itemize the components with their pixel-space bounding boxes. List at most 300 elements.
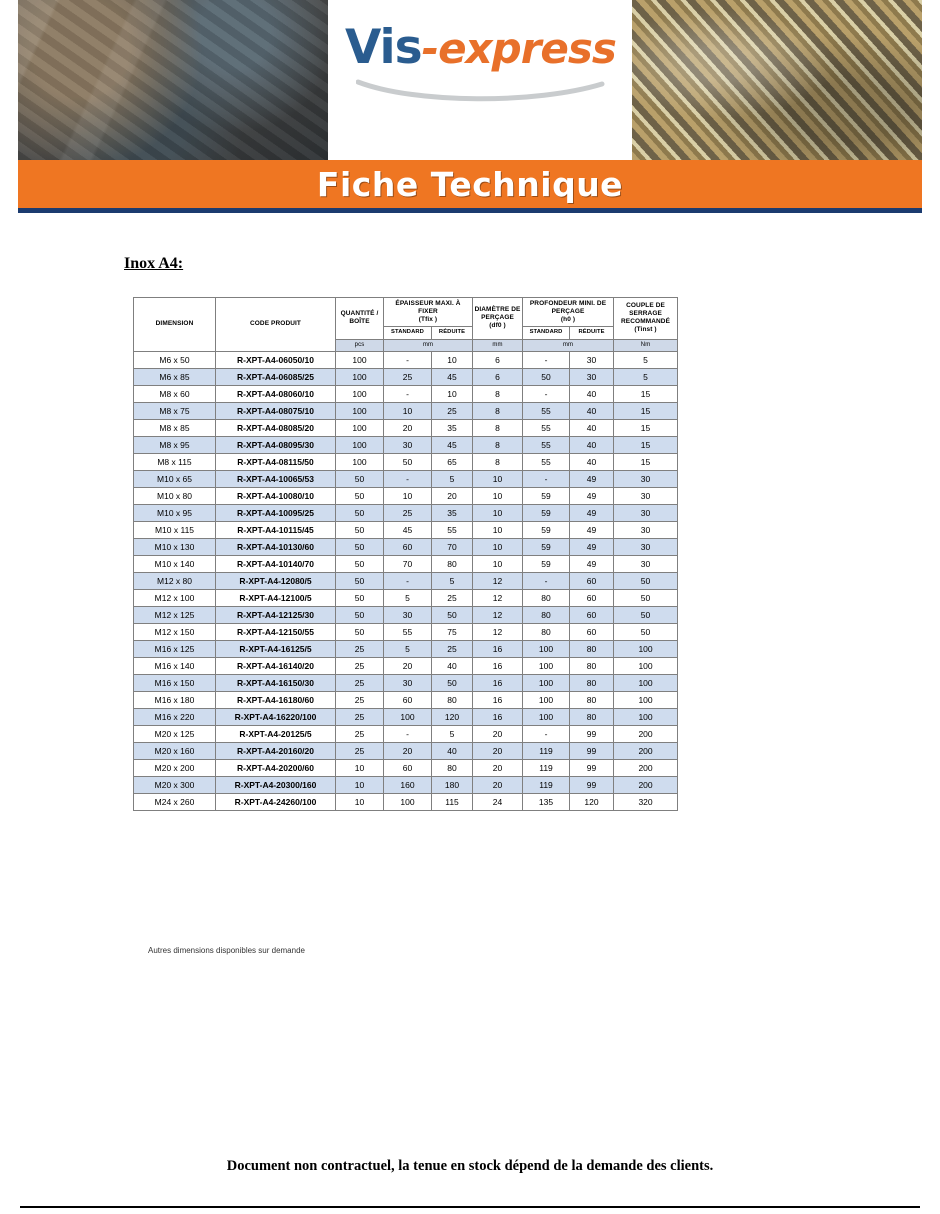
cell-quantite: 25 xyxy=(336,743,384,760)
cell-quantite: 10 xyxy=(336,760,384,777)
cell-diametre-percage: 10 xyxy=(473,522,523,539)
cell-diametre-percage: 8 xyxy=(473,386,523,403)
cell-epaisseur-standard: - xyxy=(384,573,432,590)
cell-quantite: 25 xyxy=(336,658,384,675)
cell-epaisseur-reduite: 40 xyxy=(432,658,473,675)
cell-epaisseur-standard: 20 xyxy=(384,743,432,760)
cell-diametre-percage: 16 xyxy=(473,675,523,692)
logo-swoosh-icon xyxy=(356,78,606,104)
cell-diametre-percage: 12 xyxy=(473,607,523,624)
cell-couple-serrage: 200 xyxy=(614,726,678,743)
cell-epaisseur-reduite: 40 xyxy=(432,743,473,760)
col-header-diametre-percage xyxy=(473,298,523,340)
col-header-dimension: DIMENSION xyxy=(134,298,216,352)
cell-quantite: 25 xyxy=(336,641,384,658)
table-row xyxy=(134,624,678,641)
cell-diametre-percage: 8 xyxy=(473,437,523,454)
cell-epaisseur-reduite: 50 xyxy=(432,607,473,624)
cell-couple-serrage: 50 xyxy=(614,607,678,624)
cell-dimension: M16 x 220 xyxy=(134,709,216,726)
cell-quantite: 100 xyxy=(336,352,384,369)
cell-diametre-percage: 8 xyxy=(473,403,523,420)
cell-profondeur-reduite: 49 xyxy=(570,522,614,539)
page-title: Fiche Technique xyxy=(316,164,624,204)
cell-quantite: 50 xyxy=(336,488,384,505)
brand-name-main: Vis xyxy=(345,20,422,75)
cell-couple-serrage: 100 xyxy=(614,675,678,692)
table-row xyxy=(134,420,678,437)
cell-diametre-percage: 10 xyxy=(473,505,523,522)
cell-code-produit: R-XPT-A4-12125/30 xyxy=(216,607,336,624)
col-header-epaisseur-label: ÉPAISSEUR MAXI. À FIXER xyxy=(395,300,461,316)
cell-profondeur-standard: 55 xyxy=(523,420,570,437)
cell-profondeur-reduite: 40 xyxy=(570,437,614,454)
cell-epaisseur-standard: 100 xyxy=(384,794,432,811)
cell-epaisseur-standard: 30 xyxy=(384,675,432,692)
workshop-photo xyxy=(18,0,328,160)
cell-couple-serrage: 100 xyxy=(614,658,678,675)
cell-couple-serrage: 30 xyxy=(614,471,678,488)
cell-profondeur-reduite: 120 xyxy=(570,794,614,811)
cell-profondeur-standard: 100 xyxy=(523,709,570,726)
cell-code-produit: R-XPT-A4-12100/5 xyxy=(216,590,336,607)
table-row xyxy=(134,709,678,726)
cell-epaisseur-standard: - xyxy=(384,726,432,743)
cell-code-produit: R-XPT-A4-10130/60 xyxy=(216,539,336,556)
cell-quantite: 50 xyxy=(336,607,384,624)
cell-quantite: 10 xyxy=(336,794,384,811)
cell-profondeur-reduite: 60 xyxy=(570,573,614,590)
cell-profondeur-standard: 50 xyxy=(523,369,570,386)
brand-name-accent: -express xyxy=(421,24,616,73)
cell-epaisseur-reduite: 50 xyxy=(432,675,473,692)
cell-profondeur-standard: 59 xyxy=(523,539,570,556)
cell-code-produit: R-XPT-A4-10095/25 xyxy=(216,505,336,522)
cell-quantite: 50 xyxy=(336,522,384,539)
table-row xyxy=(134,726,678,743)
table-row xyxy=(134,590,678,607)
cell-epaisseur-reduite: 120 xyxy=(432,709,473,726)
cell-code-produit: R-XPT-A4-16150/30 xyxy=(216,675,336,692)
cell-profondeur-standard: 135 xyxy=(523,794,570,811)
cell-couple-serrage: 30 xyxy=(614,556,678,573)
cell-dimension: M20 x 200 xyxy=(134,760,216,777)
col-header-profondeur-label: PROFONDEUR MINI. DE PERÇAGE xyxy=(529,300,607,316)
cell-diametre-percage: 10 xyxy=(473,471,523,488)
table-row xyxy=(134,692,678,709)
title-bottom-rule xyxy=(18,208,922,213)
cell-dimension: M8 x 60 xyxy=(134,386,216,403)
cell-profondeur-standard: 100 xyxy=(523,675,570,692)
cell-code-produit: R-XPT-A4-16180/60 xyxy=(216,692,336,709)
cell-epaisseur-standard: 25 xyxy=(384,369,432,386)
cell-epaisseur-standard: 60 xyxy=(384,692,432,709)
col-header-epaisseur-reduite: RÉDUITE xyxy=(432,327,473,339)
cell-quantite: 50 xyxy=(336,573,384,590)
cell-code-produit: R-XPT-A4-10140/70 xyxy=(216,556,336,573)
cell-profondeur-reduite: 49 xyxy=(570,556,614,573)
cell-epaisseur-reduite: 80 xyxy=(432,760,473,777)
cell-couple-serrage: 100 xyxy=(614,641,678,658)
cell-epaisseur-reduite: 45 xyxy=(432,369,473,386)
cell-code-produit: R-XPT-A4-08060/10 xyxy=(216,386,336,403)
cell-couple-serrage: 30 xyxy=(614,488,678,505)
col-header-quantite-boite: QUANTITÉ / BOÎTE xyxy=(336,298,384,340)
col-header-profondeur-mini xyxy=(523,298,614,327)
cell-diametre-percage: 20 xyxy=(473,726,523,743)
cell-epaisseur-standard: 70 xyxy=(384,556,432,573)
cell-diametre-percage: 20 xyxy=(473,760,523,777)
cell-couple-serrage: 200 xyxy=(614,743,678,760)
cell-diametre-percage: 20 xyxy=(473,777,523,794)
cell-quantite: 50 xyxy=(336,556,384,573)
cell-profondeur-standard: 59 xyxy=(523,556,570,573)
cell-profondeur-reduite: 80 xyxy=(570,709,614,726)
table-row xyxy=(134,403,678,420)
cell-dimension: M8 x 115 xyxy=(134,454,216,471)
screws-photo xyxy=(632,0,922,160)
col-header-epaisseur-symbol: (Tfix ) xyxy=(418,316,438,324)
cell-diametre-percage: 16 xyxy=(473,641,523,658)
cell-diametre-percage: 16 xyxy=(473,709,523,726)
cell-dimension: M20 x 300 xyxy=(134,777,216,794)
cell-code-produit: R-XPT-A4-06085/25 xyxy=(216,369,336,386)
header-row-main xyxy=(134,298,678,327)
cell-epaisseur-standard: 20 xyxy=(384,658,432,675)
cell-dimension: M10 x 115 xyxy=(134,522,216,539)
cell-profondeur-standard: 119 xyxy=(523,743,570,760)
cell-dimension: M10 x 80 xyxy=(134,488,216,505)
unit-profondeur: mm xyxy=(523,339,614,352)
cell-profondeur-reduite: 80 xyxy=(570,675,614,692)
table-row xyxy=(134,573,678,590)
cell-dimension: M24 x 260 xyxy=(134,794,216,811)
cell-diametre-percage: 16 xyxy=(473,658,523,675)
cell-profondeur-standard: 100 xyxy=(523,641,570,658)
cell-profondeur-reduite: 49 xyxy=(570,471,614,488)
cell-dimension: M8 x 95 xyxy=(134,437,216,454)
cell-couple-serrage: 15 xyxy=(614,420,678,437)
cell-quantite: 100 xyxy=(336,454,384,471)
cell-profondeur-standard: - xyxy=(523,471,570,488)
table-row xyxy=(134,488,678,505)
cell-profondeur-reduite: 40 xyxy=(570,420,614,437)
cell-epaisseur-reduite: 5 xyxy=(432,573,473,590)
cell-couple-serrage: 200 xyxy=(614,777,678,794)
cell-profondeur-reduite: 60 xyxy=(570,607,614,624)
cell-dimension: M10 x 65 xyxy=(134,471,216,488)
cell-epaisseur-reduite: 10 xyxy=(432,352,473,369)
cell-quantite: 25 xyxy=(336,675,384,692)
cell-diametre-percage: 8 xyxy=(473,420,523,437)
cell-epaisseur-reduite: 25 xyxy=(432,641,473,658)
cell-dimension: M12 x 100 xyxy=(134,590,216,607)
cell-epaisseur-reduite: 70 xyxy=(432,539,473,556)
cell-profondeur-reduite: 99 xyxy=(570,760,614,777)
cell-couple-serrage: 15 xyxy=(614,386,678,403)
brand-logo xyxy=(345,20,616,75)
cell-epaisseur-standard: 45 xyxy=(384,522,432,539)
cell-profondeur-standard: 55 xyxy=(523,454,570,471)
cell-profondeur-standard: 59 xyxy=(523,505,570,522)
spec-table-head xyxy=(134,298,678,352)
cell-diametre-percage: 12 xyxy=(473,573,523,590)
cell-epaisseur-standard: 30 xyxy=(384,437,432,454)
table-row xyxy=(134,522,678,539)
col-header-profondeur-symbol: (h0 ) xyxy=(560,316,576,324)
cell-diametre-percage: 10 xyxy=(473,556,523,573)
footer-rule xyxy=(20,1206,920,1208)
cell-epaisseur-standard: 25 xyxy=(384,505,432,522)
cell-profondeur-standard: 80 xyxy=(523,607,570,624)
cell-profondeur-standard: 100 xyxy=(523,692,570,709)
cell-epaisseur-standard: - xyxy=(384,386,432,403)
cell-epaisseur-standard: 55 xyxy=(384,624,432,641)
col-header-couple-symbol: (Tinst ) xyxy=(634,326,657,334)
cell-code-produit: R-XPT-A4-20160/20 xyxy=(216,743,336,760)
cell-diametre-percage: 10 xyxy=(473,488,523,505)
cell-quantite: 25 xyxy=(336,726,384,743)
cell-epaisseur-reduite: 45 xyxy=(432,437,473,454)
table-row xyxy=(134,777,678,794)
cell-code-produit: R-XPT-A4-08115/50 xyxy=(216,454,336,471)
cell-profondeur-standard: 59 xyxy=(523,522,570,539)
cell-profondeur-reduite: 80 xyxy=(570,641,614,658)
table-row xyxy=(134,743,678,760)
cell-profondeur-standard: - xyxy=(523,352,570,369)
cell-profondeur-reduite: 99 xyxy=(570,726,614,743)
cell-dimension: M6 x 50 xyxy=(134,352,216,369)
cell-profondeur-standard: 100 xyxy=(523,658,570,675)
cell-code-produit: R-XPT-A4-08085/20 xyxy=(216,420,336,437)
section-heading: Inox A4: xyxy=(124,255,184,272)
col-header-profondeur-reduite: RÉDUITE xyxy=(570,327,614,339)
table-row xyxy=(134,471,678,488)
cell-quantite: 100 xyxy=(336,403,384,420)
cell-epaisseur-reduite: 5 xyxy=(432,726,473,743)
cell-dimension: M12 x 125 xyxy=(134,607,216,624)
cell-epaisseur-standard: 160 xyxy=(384,777,432,794)
cell-couple-serrage: 50 xyxy=(614,590,678,607)
cell-couple-serrage: 15 xyxy=(614,437,678,454)
cell-profondeur-standard: 119 xyxy=(523,760,570,777)
cell-profondeur-reduite: 60 xyxy=(570,624,614,641)
cell-profondeur-reduite: 60 xyxy=(570,590,614,607)
table-row xyxy=(134,794,678,811)
cell-quantite: 10 xyxy=(336,777,384,794)
cell-quantite: 50 xyxy=(336,624,384,641)
cell-couple-serrage: 50 xyxy=(614,573,678,590)
cell-quantite: 100 xyxy=(336,420,384,437)
document-title-bar xyxy=(18,160,922,208)
cell-diametre-percage: 12 xyxy=(473,624,523,641)
cell-epaisseur-reduite: 35 xyxy=(432,420,473,437)
cell-quantite: 50 xyxy=(336,539,384,556)
cell-epaisseur-reduite: 115 xyxy=(432,794,473,811)
cell-couple-serrage: 100 xyxy=(614,692,678,709)
cell-dimension: M10 x 130 xyxy=(134,539,216,556)
cell-profondeur-standard: 55 xyxy=(523,403,570,420)
cell-couple-serrage: 320 xyxy=(614,794,678,811)
cell-profondeur-reduite: 80 xyxy=(570,658,614,675)
table-row xyxy=(134,437,678,454)
cell-code-produit: R-XPT-A4-20125/5 xyxy=(216,726,336,743)
cell-profondeur-reduite: 99 xyxy=(570,777,614,794)
page-header-banner xyxy=(0,0,940,160)
cell-diametre-percage: 6 xyxy=(473,369,523,386)
col-header-epaisseur-standard: STANDARD xyxy=(384,327,432,339)
col-header-couple-label: COUPLE DE SERRAGE RECOMMANDÉ xyxy=(621,302,671,326)
cell-profondeur-reduite: 99 xyxy=(570,743,614,760)
cell-epaisseur-reduite: 35 xyxy=(432,505,473,522)
cell-code-produit: R-XPT-A4-10065/53 xyxy=(216,471,336,488)
cell-dimension: M6 x 85 xyxy=(134,369,216,386)
cell-code-produit: R-XPT-A4-16140/20 xyxy=(216,658,336,675)
cell-epaisseur-reduite: 25 xyxy=(432,403,473,420)
cell-quantite: 25 xyxy=(336,692,384,709)
cell-epaisseur-standard: 50 xyxy=(384,454,432,471)
cell-code-produit: R-XPT-A4-06050/10 xyxy=(216,352,336,369)
cell-code-produit: R-XPT-A4-08075/10 xyxy=(216,403,336,420)
cell-epaisseur-standard: - xyxy=(384,471,432,488)
cell-epaisseur-standard: 20 xyxy=(384,420,432,437)
cell-couple-serrage: 30 xyxy=(614,522,678,539)
cell-epaisseur-reduite: 25 xyxy=(432,590,473,607)
table-row xyxy=(134,641,678,658)
cell-couple-serrage: 5 xyxy=(614,352,678,369)
cell-quantite: 50 xyxy=(336,471,384,488)
cell-dimension: M8 x 85 xyxy=(134,420,216,437)
table-row xyxy=(134,505,678,522)
col-header-code-produit: CODE PRODUIT xyxy=(216,298,336,352)
cell-dimension: M16 x 140 xyxy=(134,658,216,675)
cell-profondeur-reduite: 30 xyxy=(570,352,614,369)
cell-diametre-percage: 12 xyxy=(473,590,523,607)
cell-code-produit: R-XPT-A4-10080/10 xyxy=(216,488,336,505)
cell-epaisseur-standard: 10 xyxy=(384,403,432,420)
cell-epaisseur-standard: 100 xyxy=(384,709,432,726)
cell-profondeur-standard: 119 xyxy=(523,777,570,794)
table-row xyxy=(134,369,678,386)
cell-dimension: M16 x 180 xyxy=(134,692,216,709)
cell-couple-serrage: 15 xyxy=(614,454,678,471)
cell-profondeur-standard: - xyxy=(523,726,570,743)
cell-epaisseur-standard: 60 xyxy=(384,539,432,556)
table-row xyxy=(134,556,678,573)
footer-disclaimer: Document non contractuel, la tenue en stock dépend de la demande des clients. xyxy=(226,1158,714,1174)
cell-dimension: M8 x 75 xyxy=(134,403,216,420)
cell-diametre-percage: 8 xyxy=(473,454,523,471)
cell-diametre-percage: 24 xyxy=(473,794,523,811)
cell-epaisseur-reduite: 80 xyxy=(432,556,473,573)
unit-epaisseur: mm xyxy=(384,339,473,352)
cell-epaisseur-reduite: 80 xyxy=(432,692,473,709)
table-row xyxy=(134,675,678,692)
spec-table-container xyxy=(133,297,677,811)
cell-code-produit: R-XPT-A4-20200/60 xyxy=(216,760,336,777)
cell-profondeur-standard: 59 xyxy=(523,488,570,505)
cell-code-produit: R-XPT-A4-16220/100 xyxy=(216,709,336,726)
cell-quantite: 100 xyxy=(336,437,384,454)
cell-couple-serrage: 100 xyxy=(614,709,678,726)
cell-code-produit: R-XPT-A4-20300/160 xyxy=(216,777,336,794)
cell-profondeur-standard: 80 xyxy=(523,624,570,641)
cell-code-produit: R-XPT-A4-10115/45 xyxy=(216,522,336,539)
cell-dimension: M20 x 160 xyxy=(134,743,216,760)
cell-dimension: M12 x 80 xyxy=(134,573,216,590)
cell-epaisseur-standard: - xyxy=(384,352,432,369)
col-header-diametre-symbol: (df0 ) xyxy=(489,322,506,330)
col-header-diametre-label: DIAMÈTRE DE PERÇAGE xyxy=(474,306,521,322)
table-note: Autres dimensions disponibles sur demande xyxy=(148,946,305,955)
cell-diametre-percage: 10 xyxy=(473,539,523,556)
cell-diametre-percage: 6 xyxy=(473,352,523,369)
cell-epaisseur-reduite: 20 xyxy=(432,488,473,505)
table-row xyxy=(134,658,678,675)
cell-profondeur-reduite: 49 xyxy=(570,488,614,505)
cell-couple-serrage: 15 xyxy=(614,403,678,420)
cell-epaisseur-reduite: 10 xyxy=(432,386,473,403)
cell-epaisseur-standard: 5 xyxy=(384,590,432,607)
cell-profondeur-reduite: 40 xyxy=(570,454,614,471)
cell-epaisseur-reduite: 75 xyxy=(432,624,473,641)
unit-diametre: mm xyxy=(473,339,523,352)
cell-profondeur-reduite: 49 xyxy=(570,505,614,522)
table-row xyxy=(134,454,678,471)
cell-profondeur-standard: - xyxy=(523,386,570,403)
cell-dimension: M12 x 150 xyxy=(134,624,216,641)
cell-profondeur-standard: 55 xyxy=(523,437,570,454)
unit-quantite: pcs xyxy=(336,339,384,352)
cell-profondeur-reduite: 80 xyxy=(570,692,614,709)
cell-couple-serrage: 30 xyxy=(614,539,678,556)
cell-epaisseur-standard: 30 xyxy=(384,607,432,624)
cell-epaisseur-standard: 5 xyxy=(384,641,432,658)
cell-code-produit: R-XPT-A4-12150/55 xyxy=(216,624,336,641)
table-row xyxy=(134,352,678,369)
cell-dimension: M16 x 125 xyxy=(134,641,216,658)
cell-couple-serrage: 50 xyxy=(614,624,678,641)
cell-quantite: 100 xyxy=(336,369,384,386)
cell-dimension: M16 x 150 xyxy=(134,675,216,692)
cell-quantite: 25 xyxy=(336,709,384,726)
cell-profondeur-standard: 80 xyxy=(523,590,570,607)
cell-quantite: 50 xyxy=(336,590,384,607)
cell-dimension: M10 x 140 xyxy=(134,556,216,573)
cell-couple-serrage: 200 xyxy=(614,760,678,777)
cell-quantite: 50 xyxy=(336,505,384,522)
cell-dimension: M20 x 125 xyxy=(134,726,216,743)
cell-code-produit: R-XPT-A4-16125/5 xyxy=(216,641,336,658)
cell-epaisseur-standard: 10 xyxy=(384,488,432,505)
cell-profondeur-reduite: 40 xyxy=(570,386,614,403)
col-header-couple-serrage xyxy=(614,298,678,340)
cell-couple-serrage: 30 xyxy=(614,505,678,522)
cell-couple-serrage: 5 xyxy=(614,369,678,386)
table-row xyxy=(134,760,678,777)
cell-profondeur-reduite: 40 xyxy=(570,403,614,420)
cell-epaisseur-reduite: 55 xyxy=(432,522,473,539)
cell-epaisseur-reduite: 180 xyxy=(432,777,473,794)
cell-profondeur-reduite: 30 xyxy=(570,369,614,386)
table-row xyxy=(134,386,678,403)
cell-epaisseur-reduite: 65 xyxy=(432,454,473,471)
cell-code-produit: R-XPT-A4-12080/5 xyxy=(216,573,336,590)
spec-table xyxy=(133,297,678,811)
cell-epaisseur-standard: 60 xyxy=(384,760,432,777)
spec-table-body xyxy=(134,352,678,811)
cell-diametre-percage: 16 xyxy=(473,692,523,709)
